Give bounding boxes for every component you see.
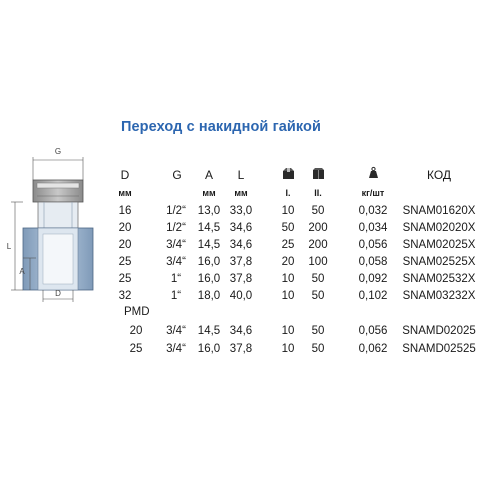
cell-a: 14,5 (197, 325, 221, 337)
cell-l: 34,6 (229, 222, 253, 234)
cell-weight: 0,056 (358, 325, 388, 337)
cell-pack-1: 10 (281, 273, 295, 285)
cell-weight: 0,032 (358, 205, 388, 217)
dimension-g-label: G (54, 147, 62, 156)
cell-g: 3/4“ (166, 239, 186, 251)
cell-l: 33,0 (229, 205, 253, 217)
cell-l: 37,8 (229, 256, 253, 268)
cell-d: 20 (118, 239, 132, 251)
cell-code: SNAM03232X (402, 290, 476, 302)
cell-code: SNAMD02025 (402, 325, 476, 337)
unit-l: мм (234, 188, 248, 198)
cell-weight: 0,092 (358, 273, 388, 285)
cell-code: SNAM02020X (402, 222, 476, 234)
cell-pack-1: 10 (281, 205, 295, 217)
cell-pack-1: 10 (281, 290, 295, 302)
dimension-d-label: D (55, 289, 61, 298)
cell-weight: 0,062 (358, 343, 388, 355)
cell-pack-2: 200 (308, 222, 328, 234)
cell-g: 3/4“ (166, 343, 186, 355)
page-title: Переход с накидной гайкой (121, 119, 322, 135)
cell-pack-2: 50 (311, 290, 325, 302)
cell-d: 16 (118, 205, 132, 217)
cell-code: SNAM02025X (402, 239, 476, 251)
cell-a: 18,0 (197, 290, 221, 302)
unit-pack-1: I. (285, 188, 291, 198)
cell-a: 16,0 (197, 343, 221, 355)
cell-l: 34,6 (229, 325, 253, 337)
cell-g: 1/2“ (166, 205, 186, 217)
unit-pack-2: II. (314, 188, 322, 198)
unit-a: мм (202, 188, 216, 198)
cell-pack-2: 100 (308, 256, 328, 268)
cell-g: 3/4“ (166, 256, 186, 268)
cell-d: 32 (118, 290, 132, 302)
cell-l: 40,0 (229, 290, 253, 302)
cell-pack-1: 20 (281, 256, 295, 268)
cell-pack-2: 50 (311, 273, 325, 285)
package-icon (282, 167, 295, 180)
cell-a: 16,0 (197, 273, 221, 285)
cell-pack-1: 50 (281, 222, 295, 234)
dimension-a-label: A (19, 267, 25, 276)
cell-code: SNAM02532X (402, 273, 476, 285)
cell-g: 3/4“ (166, 325, 186, 337)
cell-weight: 0,058 (358, 256, 388, 268)
cell-l: 37,8 (229, 273, 253, 285)
col-header-g: G (172, 168, 182, 182)
unit-d: мм (118, 188, 132, 198)
cell-d: 20 (129, 325, 143, 337)
cell-a: 14,5 (197, 239, 221, 251)
cell-pack-2: 50 (311, 343, 325, 355)
pmd-section-label: PMD (124, 306, 150, 318)
cell-pack-2: 50 (311, 205, 325, 217)
cell-l: 37,8 (229, 343, 253, 355)
cell-d: 20 (118, 222, 132, 234)
cell-d: 25 (118, 256, 132, 268)
cell-pack-2: 200 (308, 239, 328, 251)
cell-g: 1/2“ (166, 222, 186, 234)
cell-d: 25 (118, 273, 132, 285)
cell-weight: 0,102 (358, 290, 388, 302)
cell-g: 1“ (170, 290, 182, 302)
cell-a: 14,5 (197, 222, 221, 234)
col-header-d: D (120, 168, 130, 182)
dimension-l-label: L (6, 242, 12, 251)
col-header-a: A (204, 168, 214, 182)
col-header-l: L (237, 168, 245, 182)
cell-code: SNAM01620X (402, 205, 476, 217)
cell-pack-1: 25 (281, 239, 295, 251)
cell-g: 1“ (170, 273, 182, 285)
cell-pack-1: 10 (281, 343, 295, 355)
cell-a: 16,0 (197, 256, 221, 268)
cell-weight: 0,034 (358, 222, 388, 234)
cell-pack-2: 50 (311, 325, 325, 337)
cell-weight: 0,056 (358, 239, 388, 251)
weight-icon (367, 166, 380, 179)
cell-d: 25 (129, 343, 143, 355)
cell-code: SNAMD02525 (402, 343, 476, 355)
box-icon (312, 167, 325, 180)
cell-pack-1: 10 (281, 325, 295, 337)
col-header-code: КОД (426, 168, 452, 182)
unit-weight: кг/шт (361, 188, 385, 198)
cell-a: 13,0 (197, 205, 221, 217)
cell-l: 34,6 (229, 239, 253, 251)
cell-code: SNAM02525X (402, 256, 476, 268)
